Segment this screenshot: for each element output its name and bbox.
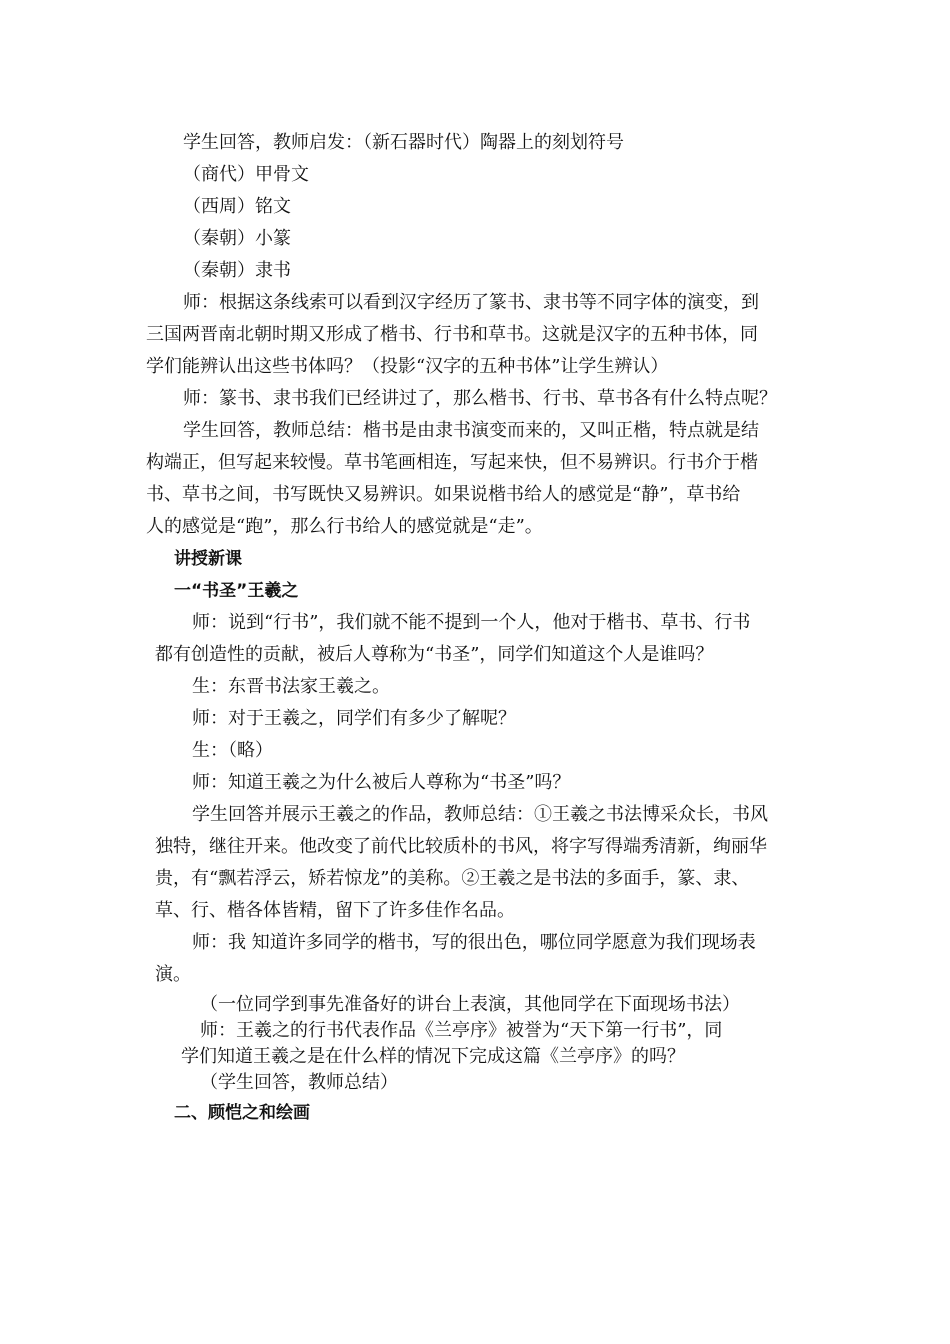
text-line: 贵，有“飘若浮云，矫若惊龙”的美称。②王羲之是书法的多面手，篆、隶、 bbox=[155, 868, 750, 889]
text-line: （西周）铭文 bbox=[183, 196, 291, 217]
text-line: 师：根据这条线索可以看到汉字经历了篆书、隶书等不同字体的演变，到 bbox=[183, 292, 759, 313]
text-line: 师：说到“行书”，我们就不能不提到一个人，他对于楷书、草书、行书 bbox=[192, 612, 751, 633]
section-heading: 讲授新课 bbox=[174, 549, 242, 569]
text-line: 三国两晋南北朝时期又形成了楷书、行书和草书。这就是汉字的五种书体，同 bbox=[146, 324, 758, 345]
text-line: 生：（略） bbox=[192, 740, 273, 761]
text-line: （学生回答，教师总结） bbox=[200, 1072, 398, 1093]
text-line: 学生回答，教师启发：（新石器时代）陶器上的刻划符号 bbox=[183, 132, 624, 153]
text-line: 生：东晋书法家王羲之。 bbox=[192, 676, 390, 697]
section-heading: 一“书圣”王羲之 bbox=[174, 581, 299, 601]
text-line: 独特，继往开来。他改变了前代比较质朴的书风，将字写得端秀清新，绚丽华 bbox=[155, 836, 767, 857]
text-line: 学们能辨认出这些书体吗？（投影“汉字的五种书体”让学生辨认） bbox=[146, 356, 669, 377]
text-line: 书、草书之间，书写既快又易辨识。如果说楷书给人的感觉是“静”，草书给 bbox=[146, 484, 741, 505]
text-line: 学生回答并展示王羲之的作品，教师总结：①王羲之书法博采众长，书风 bbox=[192, 804, 768, 825]
text-line: 人的感觉是“跑”，那么行书给人的感觉就是“走”。 bbox=[146, 516, 543, 537]
text-line: 学生回答，教师总结：楷书是由隶书演变而来的，又叫正楷，特点就是结 bbox=[183, 420, 759, 441]
text-line: （秦朝）隶书 bbox=[183, 260, 291, 281]
text-line: 草、行、楷各体皆精，留下了许多佳作名品。 bbox=[155, 900, 515, 921]
text-line: 都有创造性的贡献，被后人尊称为“书圣”，同学们知道这个人是谁吗？ bbox=[155, 644, 714, 665]
text-line: （秦朝）小篆 bbox=[183, 228, 291, 249]
text-line: 学们知道王羲之是在什么样的情况下完成这篇《兰亭序》的吗？ bbox=[181, 1046, 685, 1067]
text-line: （商代）甲骨文 bbox=[183, 164, 309, 185]
text-line: （一位同学到事先准备好的讲台上表演，其他同学在下面现场书法） bbox=[200, 994, 740, 1015]
text-line: 构端正，但写起来较慢。草书笔画相连，写起来快，但不易辨识。行书介于楷 bbox=[146, 452, 758, 473]
text-line: 师：王羲之的行书代表作品《兰亭序》被誉为“天下第一行书”，同 bbox=[200, 1020, 723, 1041]
text-line: 师：我 知道许多同学的楷书，写的很出色，哪位同学愿意为我们现场表 bbox=[192, 932, 756, 953]
text-line: 演。 bbox=[155, 964, 191, 985]
text-line: 师：篆书、隶书我们已经讲过了，那么楷书、行书、草书各有什么特点呢？ bbox=[183, 388, 777, 409]
section-heading: 二、顾恺之和绘画 bbox=[174, 1103, 310, 1123]
text-line: 师：对于王羲之，同学们有多少了解呢？ bbox=[192, 708, 516, 729]
text-line: 师：知道王羲之为什么被后人尊称为“书圣”吗？ bbox=[192, 772, 571, 793]
